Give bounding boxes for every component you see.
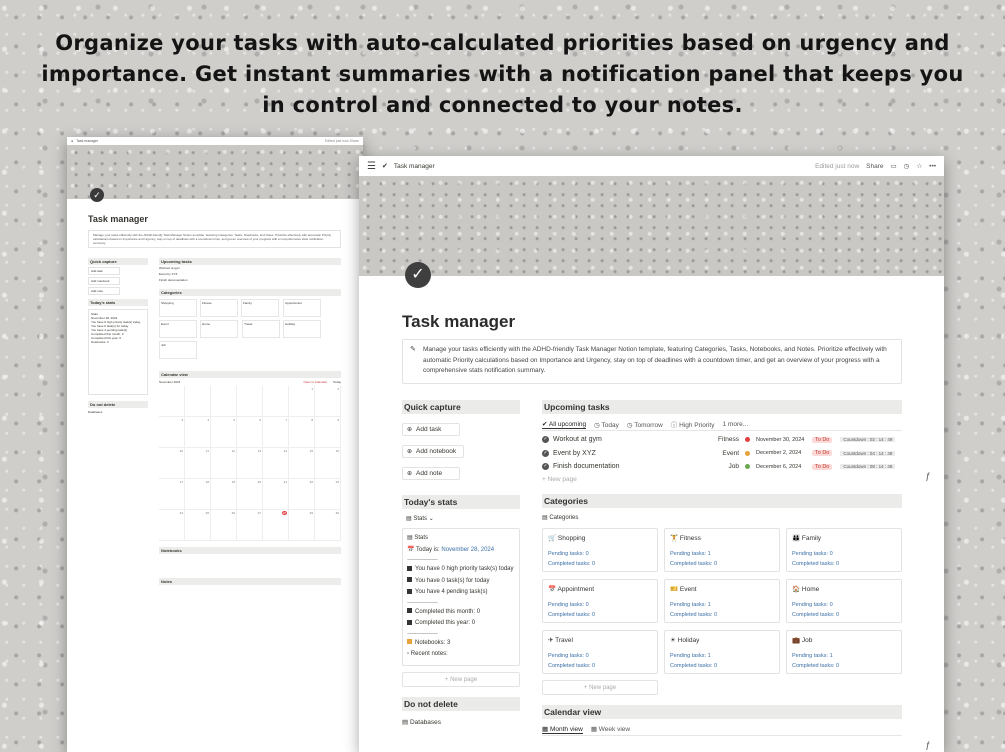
toolbar xyxy=(359,156,944,176)
do-not-delete-heading: Do not delete xyxy=(402,697,520,711)
check-icon: ✓ xyxy=(90,188,104,202)
new-category-button[interactable]: + New page xyxy=(542,680,658,695)
tab-high-priority[interactable]: ⓘ High Priority xyxy=(670,422,715,429)
back-page-title: Task manager xyxy=(88,214,148,224)
menu-icon[interactable]: ☰ xyxy=(367,160,376,172)
task-list xyxy=(542,433,902,483)
task-row[interactable]: ✓ Event by XYZ Event December 2, 2024 To Do Countdown : 04 : 14 : 49 xyxy=(542,447,902,461)
new-page-button[interactable]: + New page xyxy=(542,475,577,483)
calendar-view-heading: Calendar view xyxy=(542,705,902,719)
quick-capture-heading: Quick capture xyxy=(402,400,520,414)
cover-image xyxy=(359,176,944,276)
tab-tomorrow[interactable]: ◷ Tomorrow xyxy=(626,421,663,429)
upcoming-tabs xyxy=(542,419,902,431)
back-cover xyxy=(67,145,363,199)
category-card[interactable]: ✈ Travel Pending tasks: 0 Completed tasks: 0 xyxy=(542,630,658,674)
more-icon[interactable]: ••• xyxy=(929,162,936,170)
right-column xyxy=(542,400,902,736)
add-note-button[interactable]: ⊕ Add note xyxy=(402,467,460,480)
category-card[interactable]: 🏠 Home Pending tasks: 0 Completed tasks: 0 xyxy=(786,579,902,623)
add-notebook-button[interactable]: ⊕ Add notebook xyxy=(402,445,464,458)
page-check-icon: ✔ xyxy=(381,163,388,170)
edited-label: Edited just now xyxy=(815,162,860,170)
category-card[interactable]: 🏋 Fitness Pending tasks: 1 Completed tasks: 0 xyxy=(664,528,780,572)
tab-today[interactable]: ◷ Today xyxy=(594,421,619,429)
notion-assistant-icon[interactable]: ƒ xyxy=(922,739,934,751)
tab-title[interactable]: Task manager xyxy=(393,162,435,170)
upcoming-tasks-heading: Upcoming tasks xyxy=(542,400,902,414)
new-page-button[interactable]: + New page xyxy=(402,672,520,687)
back-quick-capture: Quick capture Add task Add notebook Add note Today's stats Stats November 28, 2024 You have 0 high priority task(s) today You have 0 task(s) for today You have 4 pending task(s) Completed this month: 0 Completed this year: 0 Notebooks: 3 Do not delete Databases xyxy=(88,258,148,414)
back-main: Upcoming tasks Workout at gym Event by XYZ Finish documentation Categories Shopping Fitness Family AppointmentEvent Home Travel HolidayJob Calendar view November 2024 Open in Calendar Today 1 2 3 4 5 6 7 8 9 10 11 12 13 14 15 16 17 18 19 20 21 22 23 24 25 26 27 28 29 30 Notebooks Notes xyxy=(159,259,341,584)
tab-week-view[interactable]: ▦ Week view xyxy=(590,726,631,733)
category-card[interactable]: 👪 Family Pending tasks: 0 Completed tasks: 0 xyxy=(786,528,902,572)
category-card[interactable]: 📅 Appointment Pending tasks: 0 Completed tasks: 0 xyxy=(542,579,658,623)
page-icon: ● xyxy=(71,139,74,143)
tab-all-upcoming[interactable]: ✔ All upcoming xyxy=(542,421,587,428)
category-card[interactable]: 💼 Job Pending tasks: 1 Completed tasks: 0 xyxy=(786,630,902,674)
check-icon: ✓ xyxy=(543,463,548,470)
task-row[interactable]: ✓ Finish documentation Job December 6, 2024 To Do Countdown : 08 : 14 : 49 xyxy=(542,460,902,474)
add-task-button[interactable]: ⊕ Add task xyxy=(402,423,460,436)
tab-more[interactable]: 1 more... xyxy=(722,421,749,428)
back-toolbar xyxy=(67,137,363,145)
todays-stats-heading: Today's stats xyxy=(402,495,520,509)
check-icon: ✓ xyxy=(543,449,548,456)
category-card[interactable]: 🛒 Shopping Pending tasks: 0 Completed tasks: 0 xyxy=(542,528,658,572)
category-grid xyxy=(542,528,902,674)
category-card[interactable]: 🎫 Event Pending tasks: 1 Completed tasks: 0 xyxy=(664,579,780,623)
comment-icon[interactable]: ▭ xyxy=(890,163,897,170)
back-tab-title[interactable]: Task manager xyxy=(76,139,99,143)
pen-icon: ✎ xyxy=(410,346,416,353)
back-callout: Manage your tasks efficiently with the ADHD-friendly Task Manager Notion template, featuring Categories, Tasks, Notebooks, and Notes. Prioritize effectively with automatic Priority calculations based on Importance and Urgency, stay on top of deadlines with a countdown timer, and get an overview of your progress with a comprehensive stats notification summary. xyxy=(88,230,341,248)
headline: Organize your tasks with auto-calculated priorities based on urgency and importance. Get instant summaries with a notification panel that keeps you in control and connected to your notes. xyxy=(41,31,964,117)
history-icon[interactable]: ◷ xyxy=(903,163,910,170)
stats-box: ▤ Stats 📅 Today is: November 28, 2024 ------------------------------ You have 0 high priority task(s) today You have 0 task(s) for today You have 4 pending task(s) ------------------------------ Completed this month: 0 Completed this year: 0 ------------------------------ Notebooks: 3 ▫ Recent notes: xyxy=(402,528,520,666)
category-card[interactable]: ☀ Holiday Pending tasks: 1 Completed tasks: 0 xyxy=(664,630,780,674)
left-column xyxy=(402,400,520,726)
back-stats-box: Stats November 28, 2024 You have 0 high priority task(s) today You have 0 task(s) for today You have 4 pending task(s) Completed this month: 0 Completed this year: 0 Notebooks: 3 xyxy=(88,309,148,395)
front-window xyxy=(359,156,944,752)
back-calendar-grid: 1 2 3 4 5 6 7 8 9 10 11 12 13 14 15 16 17 18 19 20 21 22 23 24 25 26 27 28 29 30 xyxy=(159,386,341,541)
back-window xyxy=(67,137,363,752)
categories-heading: Categories xyxy=(542,494,902,508)
databases-link[interactable]: ▤ Databases xyxy=(402,718,442,726)
stats-view-tab[interactable]: ▤ Stats ⌄ xyxy=(406,516,434,522)
tab-month-view[interactable]: ▦ Month view xyxy=(542,725,583,733)
check-circle-icon: ✓ xyxy=(405,262,431,288)
star-icon[interactable]: ☆ xyxy=(916,163,923,170)
back-category-cards: Shopping Fitness Family AppointmentEvent Home Travel HolidayJob xyxy=(159,298,341,361)
back-toolbar-right[interactable]: Edited just now Share xyxy=(324,139,359,143)
notion-assistant-icon[interactable]: ƒ xyxy=(922,470,934,482)
back-add-note-button[interactable]: Add note xyxy=(88,287,120,295)
back-add-task-button[interactable]: Add task xyxy=(88,267,120,275)
share-button[interactable]: Share xyxy=(866,162,884,170)
calendar-tabs xyxy=(542,724,902,736)
check-icon: ✓ xyxy=(543,436,548,443)
back-add-notebook-button[interactable]: Add notebook xyxy=(88,277,120,285)
description-callout: ✎ Manage your tasks efficiently with the ADHD-friendly Task Manager Notion template, featuring Categories, Tasks, Notebooks, and Notes. Prioritize effectively with automatic Priority calculations based on Importance and Urgency, stay on top of deadlines with a countdown timer, and get an overview of your progress with a comprehensive stats notification summary. xyxy=(402,339,902,384)
back-task-list: Workout at gym Event by XYZ Finish documentation xyxy=(159,266,188,282)
task-row[interactable]: ✓ Workout at gym Fitness November 30, 2024 To Do Countdown : 02 : 14 : 49 xyxy=(542,433,902,447)
page-title: Task manager xyxy=(402,312,516,331)
categories-view-tab[interactable]: ▤ Categories xyxy=(542,514,579,521)
